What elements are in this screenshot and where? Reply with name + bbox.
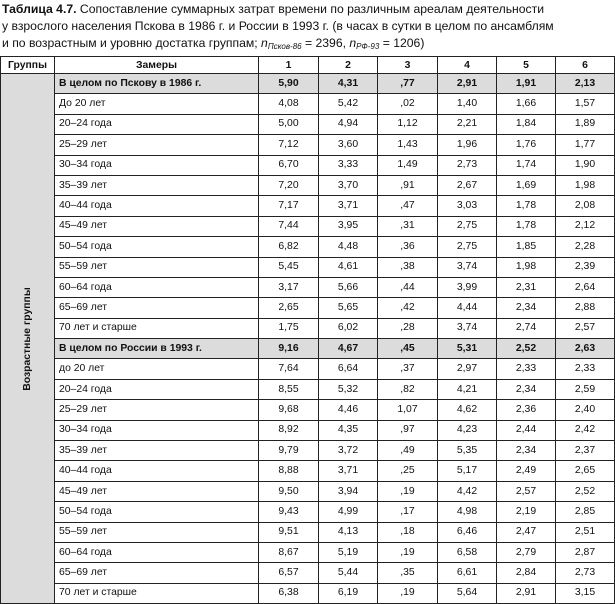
group-label: Возрастные группы [21,286,33,391]
cell-col-6: 2,37 [556,441,615,461]
cell-col-3: ,49 [378,441,438,461]
cell-col-3: ,25 [378,461,438,481]
cell-col-1: 6,38 [259,583,319,603]
cell-col-4: 3,74 [438,318,497,338]
cell-col-6: 2,08 [556,196,615,216]
cell-col-5: 1,98 [497,257,556,277]
cell-col-5: 2,57 [497,481,556,501]
cell-col-4: 5,31 [438,339,497,359]
cell-col-5: 1,74 [497,155,556,175]
cell-col-5: 2,33 [497,359,556,379]
cell-col-5: 1,69 [497,175,556,195]
table-row [1,481,615,501]
cell-col-5: 2,34 [497,379,556,399]
cell-col-1: 7,44 [259,216,319,236]
cell-col-2: 4,61 [319,257,378,277]
cell-col-1: 8,88 [259,461,319,481]
cell-col-2: 4,67 [319,339,378,359]
row-label: 70 лет и старше [55,583,259,603]
cell-col-6: 2,63 [556,339,615,359]
caption-n2: n [349,36,357,50]
cell-col-2: 3,94 [319,481,378,501]
cell-col-2: 4,13 [319,522,378,542]
cell-col-1: 7,20 [259,175,319,195]
header-col-5: 5 [497,57,556,74]
row-label: 45–49 лет [55,216,259,236]
table-row [1,114,615,134]
cell-col-6: 2,64 [556,277,615,297]
cell-col-6: 2,42 [556,420,615,440]
row-label: 50–54 года [55,237,259,257]
cell-col-3: ,18 [378,522,438,542]
cell-col-4: 2,97 [438,359,497,379]
cell-col-1: 2,65 [259,298,319,318]
table-row [1,135,615,155]
row-label: 60–64 года [55,277,259,297]
header-row [1,57,615,74]
table-row [1,257,615,277]
table-row [1,583,615,603]
cell-col-3: ,19 [378,583,438,603]
row-label: 55–59 лет [55,522,259,542]
cell-col-5: 1,78 [497,196,556,216]
cell-col-2: 5,66 [319,277,378,297]
row-label: 40–44 года [55,196,259,216]
caption-text-3: и по возрастным и уровню достатка группам; [2,36,262,50]
cell-col-4: 4,62 [438,400,497,420]
cell-col-6: 2,59 [556,379,615,399]
table-row [1,155,615,175]
cell-col-5: 2,34 [497,298,556,318]
cell-col-3: ,36 [378,237,438,257]
cell-col-5: 2,49 [497,461,556,481]
cell-col-1: 7,12 [259,135,319,155]
cell-col-1: 8,55 [259,379,319,399]
group-cell [1,74,55,604]
cell-col-2: 4,31 [319,74,378,94]
header-col-2: 2 [319,57,378,74]
cell-col-4: 6,61 [438,563,497,583]
cell-col-6: 1,98 [556,175,615,195]
cell-col-6: 2,13 [556,74,615,94]
table-row [1,502,615,522]
cell-col-1: 8,67 [259,542,319,562]
cell-col-4: 5,35 [438,441,497,461]
table-body [1,74,615,604]
data-table [0,56,615,604]
table-row [1,420,615,440]
cell-col-5: 1,76 [497,135,556,155]
cell-col-3: ,97 [378,420,438,440]
row-label: 45–49 лет [55,481,259,501]
cell-col-3: ,19 [378,481,438,501]
row-label: 60–64 года [55,542,259,562]
cell-col-6: 2,40 [556,400,615,420]
cell-col-4: 4,44 [438,298,497,318]
row-label: 20–24 года [55,114,259,134]
cell-col-5: 2,79 [497,542,556,562]
table-row [1,196,615,216]
table-caption [2,1,613,55]
cell-col-6: 1,90 [556,155,615,175]
cell-col-6: 2,88 [556,298,615,318]
cell-col-3: ,47 [378,196,438,216]
cell-col-6: 2,12 [556,216,615,236]
cell-col-5: 2,47 [497,522,556,542]
cell-col-2: 3,70 [319,175,378,195]
cell-col-6: 2,51 [556,522,615,542]
cell-col-1: 5,90 [259,74,319,94]
cell-col-5: 1,91 [497,74,556,94]
cell-col-5: 2,84 [497,563,556,583]
cell-col-2: 5,42 [319,94,378,114]
cell-col-2: 4,46 [319,400,378,420]
cell-col-5: 2,44 [497,420,556,440]
caption-text-1: Сопоставление суммарных затрат времени по различным ареалам деятельности [76,2,545,16]
cell-col-6: 2,52 [556,481,615,501]
cell-col-4: 5,64 [438,583,497,603]
cell-col-1: 9,79 [259,441,319,461]
table-row [1,237,615,257]
cell-col-2: 5,44 [319,563,378,583]
table-row [1,522,615,542]
cell-col-3: ,37 [378,359,438,379]
cell-col-6: 2,28 [556,237,615,257]
cell-col-1: 1,75 [259,318,319,338]
cell-col-3: ,02 [378,94,438,114]
cell-col-4: 1,96 [438,135,497,155]
caption-n1: n [261,36,268,50]
cell-col-6: 2,57 [556,318,615,338]
cell-col-5: 2,34 [497,441,556,461]
cell-col-1: 5,00 [259,114,319,134]
cell-col-2: 5,32 [319,379,378,399]
cell-col-6: 2,65 [556,461,615,481]
cell-col-1: 6,70 [259,155,319,175]
table-row [1,563,615,583]
cell-col-4: 3,99 [438,277,497,297]
cell-col-2: 3,71 [319,196,378,216]
table-row [1,94,615,114]
table-row [1,379,615,399]
summary-row [1,74,615,94]
table-row [1,461,615,481]
row-label: до 20 лет [55,359,259,379]
cell-col-3: ,35 [378,563,438,583]
row-label: До 20 лет [55,94,259,114]
cell-col-2: 4,99 [319,502,378,522]
row-label: 20–24 года [55,379,259,399]
cell-col-2: 4,94 [319,114,378,134]
cell-col-1: 6,57 [259,563,319,583]
cell-col-3: ,91 [378,175,438,195]
row-label: 30–34 года [55,155,259,175]
cell-col-6: 1,57 [556,94,615,114]
cell-col-2: 4,48 [319,237,378,257]
cell-col-1: 7,17 [259,196,319,216]
cell-col-4: 2,73 [438,155,497,175]
row-label: 65–69 лет [55,298,259,318]
caption-label: Таблица 4.7. [2,2,77,16]
cell-col-2: 5,19 [319,542,378,562]
cell-col-2: 3,33 [319,155,378,175]
cell-col-1: 3,17 [259,277,319,297]
cell-col-6: 2,33 [556,359,615,379]
cell-col-5: 2,31 [497,277,556,297]
cell-col-1: 7,64 [259,359,319,379]
cell-col-4: 4,42 [438,481,497,501]
cell-col-4: 2,21 [438,114,497,134]
cell-col-3: 1,49 [378,155,438,175]
header-col-1: 1 [259,57,319,74]
cell-col-3: ,31 [378,216,438,236]
cell-col-4: 6,58 [438,542,497,562]
table-row [1,216,615,236]
cell-col-6: 2,39 [556,257,615,277]
cell-col-3: 1,12 [378,114,438,134]
header-col-4: 4 [438,57,497,74]
row-label: 30–34 года [55,420,259,440]
row-label: В целом по России в 1993 г. [55,339,259,359]
table-row [1,359,615,379]
cell-col-3: ,82 [378,379,438,399]
row-label: 25–29 лет [55,135,259,155]
table-row [1,542,615,562]
table-row [1,298,615,318]
cell-col-1: 9,68 [259,400,319,420]
cell-col-1: 9,51 [259,522,319,542]
row-label: 35–39 лет [55,175,259,195]
cell-col-4: 2,75 [438,237,497,257]
cell-col-3: 1,43 [378,135,438,155]
table-row [1,400,615,420]
header-groups: Группы [1,57,55,74]
row-label: 55–59 лет [55,257,259,277]
cell-col-1: 9,16 [259,339,319,359]
cell-col-5: 1,85 [497,237,556,257]
table-row [1,175,615,195]
cell-col-2: 6,64 [319,359,378,379]
cell-col-4: 2,75 [438,216,497,236]
cell-col-6: 2,87 [556,542,615,562]
cell-col-6: 2,73 [556,563,615,583]
cell-col-2: 5,65 [319,298,378,318]
cell-col-3: ,28 [378,318,438,338]
row-label: 25–29 лет [55,400,259,420]
cell-col-5: 2,19 [497,502,556,522]
cell-col-5: 1,78 [497,216,556,236]
cell-col-3: 1,07 [378,400,438,420]
cell-col-2: 3,60 [319,135,378,155]
cell-col-2: 6,02 [319,318,378,338]
cell-col-1: 4,08 [259,94,319,114]
cell-col-5: 1,84 [497,114,556,134]
row-label: В целом по Пскову в 1986 г. [55,74,259,94]
cell-col-4: 2,91 [438,74,497,94]
table-row [1,441,615,461]
caption-eq-1: = 2396, [301,36,350,50]
cell-col-3: ,42 [378,298,438,318]
cell-col-3: ,77 [378,74,438,94]
cell-col-1: 9,43 [259,502,319,522]
cell-col-4: 4,98 [438,502,497,522]
summary-row [1,339,615,359]
cell-col-3: ,19 [378,542,438,562]
row-label: 70 лет и старше [55,318,259,338]
caption-eq-2: = 1206) [379,36,425,50]
cell-col-1: 8,92 [259,420,319,440]
header-col-6: 6 [556,57,615,74]
cell-col-6: 3,15 [556,583,615,603]
row-label: 40–44 года [55,461,259,481]
cell-col-1: 6,82 [259,237,319,257]
cell-col-5: 1,66 [497,94,556,114]
cell-col-4: 6,46 [438,522,497,542]
cell-col-3: ,38 [378,257,438,277]
cell-col-4: 2,67 [438,175,497,195]
row-label: 50–54 года [55,502,259,522]
row-label: 35–39 лет [55,441,259,461]
header-measures: Замеры [55,57,259,74]
caption-sub-1: Псков-86 [267,42,302,51]
cell-col-6: 2,85 [556,502,615,522]
cell-col-4: 3,03 [438,196,497,216]
cell-col-3: ,17 [378,502,438,522]
cell-col-4: 3,74 [438,257,497,277]
cell-col-6: 1,89 [556,114,615,134]
caption-sub-2: РФ-93 [356,42,380,51]
cell-col-5: 2,74 [497,318,556,338]
cell-col-4: 5,17 [438,461,497,481]
cell-col-4: 1,40 [438,94,497,114]
table-row [1,318,615,338]
cell-col-1: 9,50 [259,481,319,501]
cell-col-5: 2,36 [497,400,556,420]
caption-text-2: у взрослого населения Пскова в 1986 г. и России в 1993 г. (в часах в сутки в целом по ансамблям [2,19,554,33]
table-row [1,277,615,297]
cell-col-2: 4,35 [319,420,378,440]
cell-col-3: ,44 [378,277,438,297]
header-col-3: 3 [378,57,438,74]
cell-col-2: 3,71 [319,461,378,481]
cell-col-5: 2,52 [497,339,556,359]
cell-col-2: 3,72 [319,441,378,461]
cell-col-4: 4,21 [438,379,497,399]
cell-col-4: 4,23 [438,420,497,440]
cell-col-3: ,45 [378,339,438,359]
cell-col-2: 3,95 [319,216,378,236]
cell-col-1: 5,45 [259,257,319,277]
cell-col-5: 2,91 [497,583,556,603]
cell-col-2: 6,19 [319,583,378,603]
cell-col-6: 1,77 [556,135,615,155]
row-label: 65–69 лет [55,563,259,583]
